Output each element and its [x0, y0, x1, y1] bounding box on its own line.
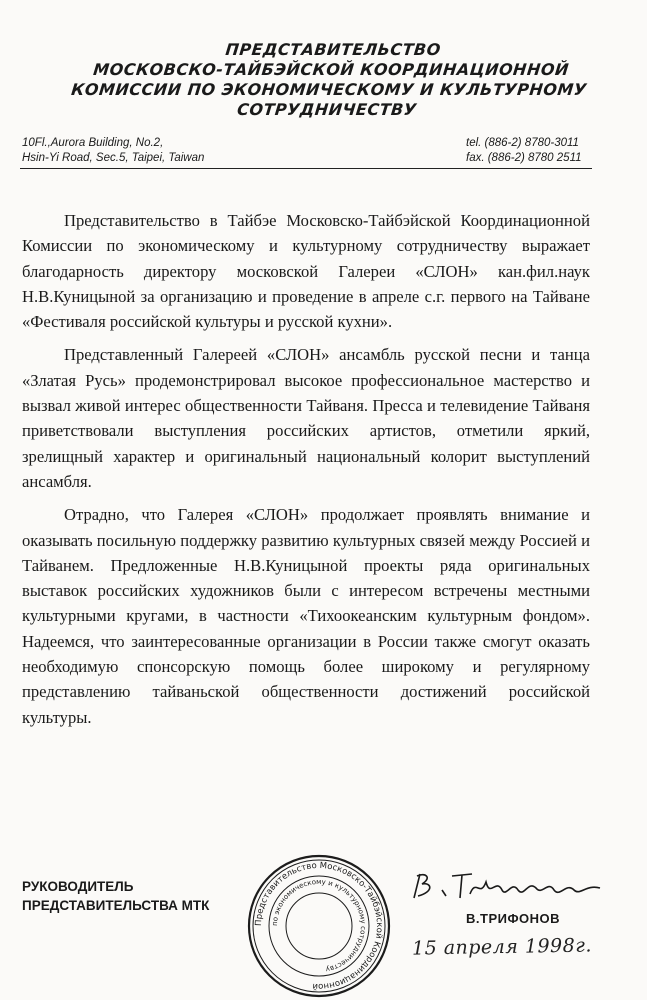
- stamp-outer-textpath: Представительство Московско-Тайбэйской Координационной: [253, 860, 385, 992]
- handwritten-signature: [408, 868, 608, 904]
- position-line-1: РУКОВОДИТЕЛЬ: [22, 879, 134, 894]
- letterhead-line-2: МОСКОВСКО-ТАЙБЭЙСКОЙ КООРДИНАЦИОННОЙ: [92, 60, 570, 79]
- signer-name: В.ТРИФОНОВ: [466, 911, 561, 926]
- position-line-2: ПРЕДСТАВИТЕЛЬСТВА МТК: [22, 898, 210, 913]
- letterhead-line-4: СОТРУДНИЧЕСТВУ: [236, 100, 418, 119]
- position-title: [22, 877, 209, 915]
- letterhead-line-1: ПРЕДСТАВИТЕЛЬСТВО: [224, 40, 442, 59]
- body-paragraph-2: Представленный Галереей «СЛОН» ансамбль русской песни и танца «Златая Русь» продемонстрировал высокое профессиональное мастерство и вызвал живой интерес общественности Тайваня. Пресса и телевидение Тайваня приветствовали выступления российских артистов, отметили яркий, зрелищный характер и оригинальный национальный колорит выступлений ансамбля.: [22, 345, 590, 491]
- address-line-1: 10Fl.,Aurora Building, No.2,: [22, 137, 164, 149]
- body-paragraph-3: Отрадно, что Галерея «СЛОН» продолжает проявлять внимание и оказывать посильную поддержку развитию культурных связей между Россией и Тайванем. Предложенные Н.В.Куницыной проекты ряда оригинальных выставок российских художников были с интересом встречены местными культурными кругами, в частности «Тихоокеанским культурным фондом». Надеемся, что заинтересованные организации в России также смогут оказать необходимую спонсорскую помощь более широкому и регулярному представлению тайваньской общественности достижений российской культуры.: [22, 505, 590, 727]
- official-stamp: [245, 852, 393, 1000]
- letterhead-line-3: КОМИССИИ ПО ЭКОНОМИЧЕСКОМУ И КУЛЬТУРНОМУ: [70, 80, 588, 99]
- body-paragraph-1: Представительство в Тайбэе Московско-Тайбэйской Координационной Комиссии по экономическому и культурному сотрудничеству выражает благодарность директору московской Галереи «СЛОН» кан.фил.наук Н.В.Куницыной за организацию и проведение в апреле с.г. первого на Тайване «Фестиваля российской культуры и русской кухни».: [22, 211, 590, 332]
- tel-line: tel. (886-2) 8780-3011: [466, 137, 579, 149]
- letter-body: [22, 208, 590, 738]
- fax-line: fax. (886-2) 8780 2511: [466, 152, 582, 164]
- letterhead: [56, 40, 604, 120]
- address-block: [22, 136, 204, 166]
- header-divider: [20, 168, 592, 169]
- stamp-inner-textpath: по экономическому и культурному сотрудничеству: [270, 877, 368, 974]
- handwritten-date: 15 апреля 1998г.: [411, 934, 593, 960]
- address-line-2: Hsin-Yi Road, Sec.5, Taipei, Taiwan: [22, 152, 205, 164]
- contact-block: [466, 136, 582, 166]
